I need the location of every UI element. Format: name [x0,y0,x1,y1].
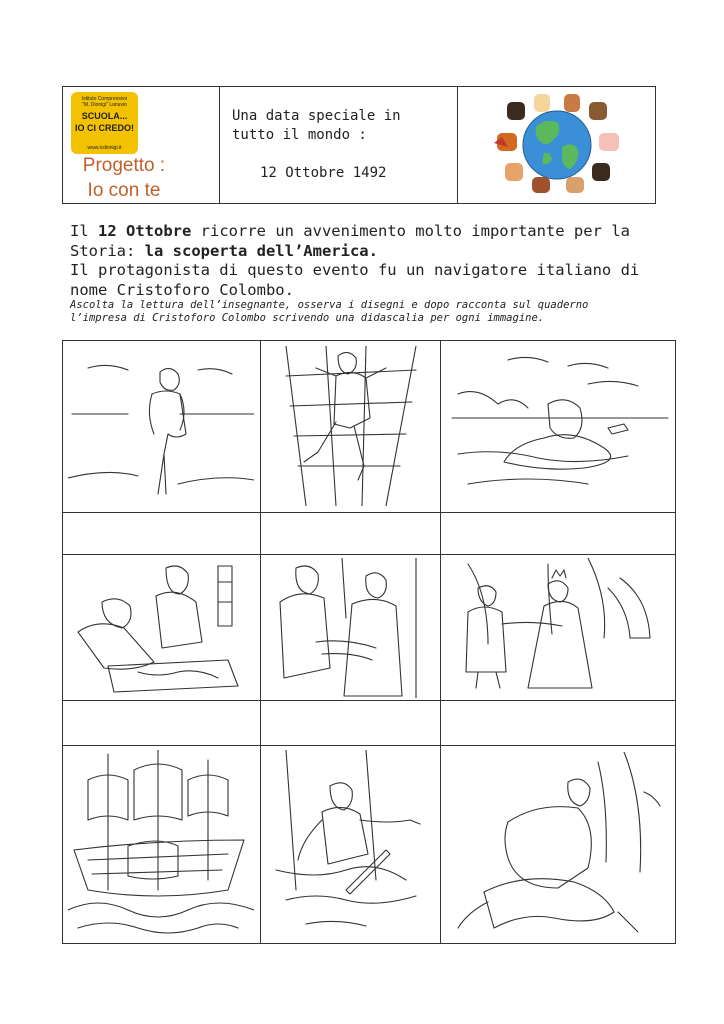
logo-text-line3: SCUOLA... [81,111,128,121]
caption-cell-2[interactable] [261,513,440,554]
caption-cell-1[interactable] [63,513,260,554]
logo-text-line5: www.icdionigi.it [87,145,122,151]
caption-cell-5[interactable] [261,701,440,745]
story-grid [62,340,676,944]
caravel-ship-drawing [68,750,254,940]
logo-text-line4: IO CI CREDO! [74,123,134,133]
shipwreck-swimmer-drawing [448,354,670,506]
columbus-before-queen-drawing [448,558,670,698]
header-table [62,86,656,204]
columbus-studying-map-drawing [68,562,254,698]
intro-paragraph-2: Il protagonista di questo evento fu un navigatore italiano di nome Cristoforo Colombo. [70,261,640,299]
columbus-with-woman-drawing [266,558,436,698]
school-logo [71,92,138,154]
intro-text [70,222,670,300]
caption-cell-4[interactable] [63,701,260,745]
columbus-kneeling-drawing [448,752,670,938]
header-globe-cell [458,87,655,203]
caption-cell-3[interactable] [441,513,675,554]
intro-discovery-bold: la scoperta dell’America. [144,241,378,260]
logo-text-line2: "M. Dionigi" Lanuvio [82,102,127,108]
logo-text-line1: Istituto Comprensivo [81,96,128,102]
boy-climbing-rigging-drawing [266,346,436,506]
intro-p1-part-c: ricorre un avvenimento molto importante per la Storia: [70,222,630,260]
special-date-text: Una data speciale in tutto il mondo : [232,108,401,143]
instructions-text: Ascolta la lettura dell’insegnante, osserva i disegni e dopo racconta sul quaderno l’impresa di Cristoforo Colombo scrivendo una didascalia per ogni immagine. [70,299,589,324]
intro-paragraph-1 [70,222,670,261]
globe-hands-icon [458,87,656,203]
intro-date-bold: 12 Ottobre [98,222,192,240]
header-date-cell [220,87,458,203]
intro-p1-part-a: Il [70,222,98,240]
boy-at-shore-drawing [68,358,254,508]
caption-cell-6[interactable] [441,701,675,745]
columbus-on-ship-pointing-drawing [266,750,436,940]
date-text: 12 Ottobre 1492 [260,165,387,181]
project-title: Progetto : Io con te [82,155,166,201]
header-logo-cell [63,87,220,203]
